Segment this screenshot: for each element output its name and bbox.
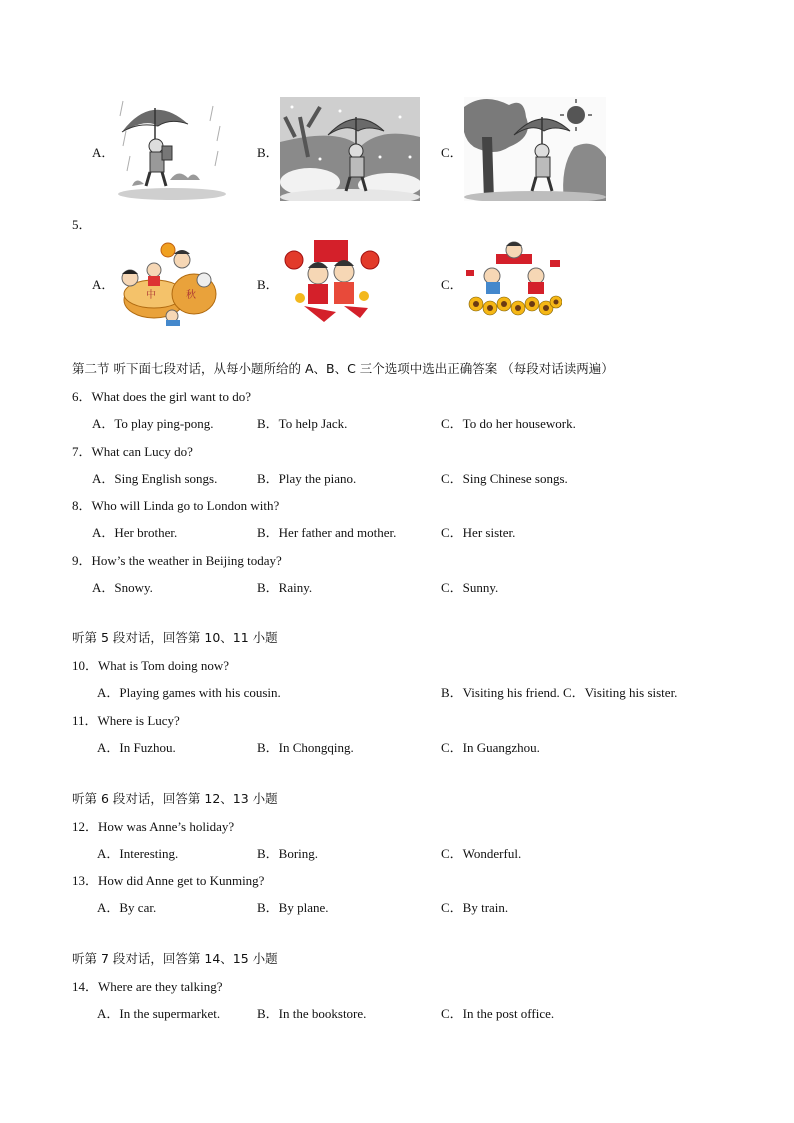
question-11-option-a: A．In Fuzhou. (97, 740, 176, 755)
question-7-option-a: A．Sing English songs. (92, 471, 218, 486)
question-8-stem: 8．Who will Linda go to London with? (72, 498, 280, 513)
question-8-option-b: B．Her father and mother. (257, 525, 397, 540)
question-10-option-a: A．Playing games with his cousin. (97, 685, 281, 700)
question-7-option-b: B．Play the piano. (257, 471, 357, 486)
question-6-option-b: B．To help Jack. (257, 416, 348, 431)
question-10-stem: 10．What is Tom doing now? (72, 658, 230, 673)
question-13-option-c: C．By train. (441, 900, 509, 915)
question-14-option-a: A．In the supermarket. (97, 1006, 221, 1021)
question-6-stem: 6．What does the girl want to do? (72, 389, 252, 404)
question-12-option-c: C．Wonderful. (441, 846, 522, 861)
mid-autumn-mooncake-image (118, 240, 220, 326)
q4-option-b-label: B． (257, 145, 279, 160)
question-9-option-b: B．Rainy. (257, 580, 313, 595)
q4-option-c-label: C． (441, 145, 463, 160)
question-6-option-a: A．To play ping-pong. (92, 416, 214, 431)
section-2-title: 第二节 听下面七段对话，从每小题所给的 A、B、C 三个选项中选出正确答案 （每段对话读两遍） (72, 361, 614, 376)
question-6-option-c: C．To do her housework. (441, 416, 576, 431)
question-12-stem: 12．How was Anne’s holiday? (72, 819, 235, 834)
national-day-kids-image (466, 240, 562, 318)
dialogue-7-heading: 听第 7 段对话，回答第 14、15 小题 (72, 951, 278, 966)
question-12-option-a: A．Interesting. (97, 846, 179, 861)
dialogue-6-heading: 听第 6 段对话，回答第 12、13 小题 (72, 791, 278, 806)
rainy-man-umbrella-image (118, 96, 226, 202)
dialogue-5-heading: 听第 5 段对话，回答第 10、11 小题 (72, 630, 278, 645)
question-9-option-a: A．Snowy. (92, 580, 153, 595)
question-12-option-b: B．Boring. (257, 846, 319, 861)
question-13-option-b: B．By plane. (257, 900, 329, 915)
question-7-option-c: C．Sing Chinese songs. (441, 471, 568, 486)
q4-option-a-label: A． (92, 145, 115, 160)
snowy-man-umbrella-image (280, 97, 420, 201)
mooncake-stamp-zhong: 中 (146, 290, 156, 301)
question-14-stem: 14．Where are they talking? (72, 979, 223, 994)
question-10-option-b-c: B．Visiting his friend. C．Visiting his sister. (441, 685, 678, 700)
question-13-option-a: A．By car. (97, 900, 157, 915)
mooncake-stamp-qiu: 秋 (186, 290, 196, 301)
question-13-stem: 13．How did Anne get to Kunming? (72, 873, 265, 888)
question-14-option-c: C．In the post office. (441, 1006, 555, 1021)
question-11-option-b: B．In Chongqing. (257, 740, 354, 755)
q5-option-b-label: B． (257, 277, 279, 292)
question-11-option-c: C．In Guangzhou. (441, 740, 540, 755)
spring-festival-kids-image (284, 236, 380, 322)
q5-option-c-label: C． (441, 277, 463, 292)
q5-number: 5． (72, 217, 92, 232)
question-9-stem: 9．How’s the weather in Beijing today? (72, 553, 282, 568)
q5-option-a-label: A． (92, 277, 115, 292)
question-14-option-b: B．In the bookstore. (257, 1006, 367, 1021)
sunny-man-umbrella-image (464, 97, 606, 201)
question-11-stem: 11．Where is Lucy? (72, 713, 180, 728)
question-8-option-a: A．Her brother. (92, 525, 178, 540)
question-8-option-c: C．Her sister. (441, 525, 516, 540)
question-7-stem: 7．What can Lucy do? (72, 444, 193, 459)
question-9-option-c: C．Sunny. (441, 580, 499, 595)
